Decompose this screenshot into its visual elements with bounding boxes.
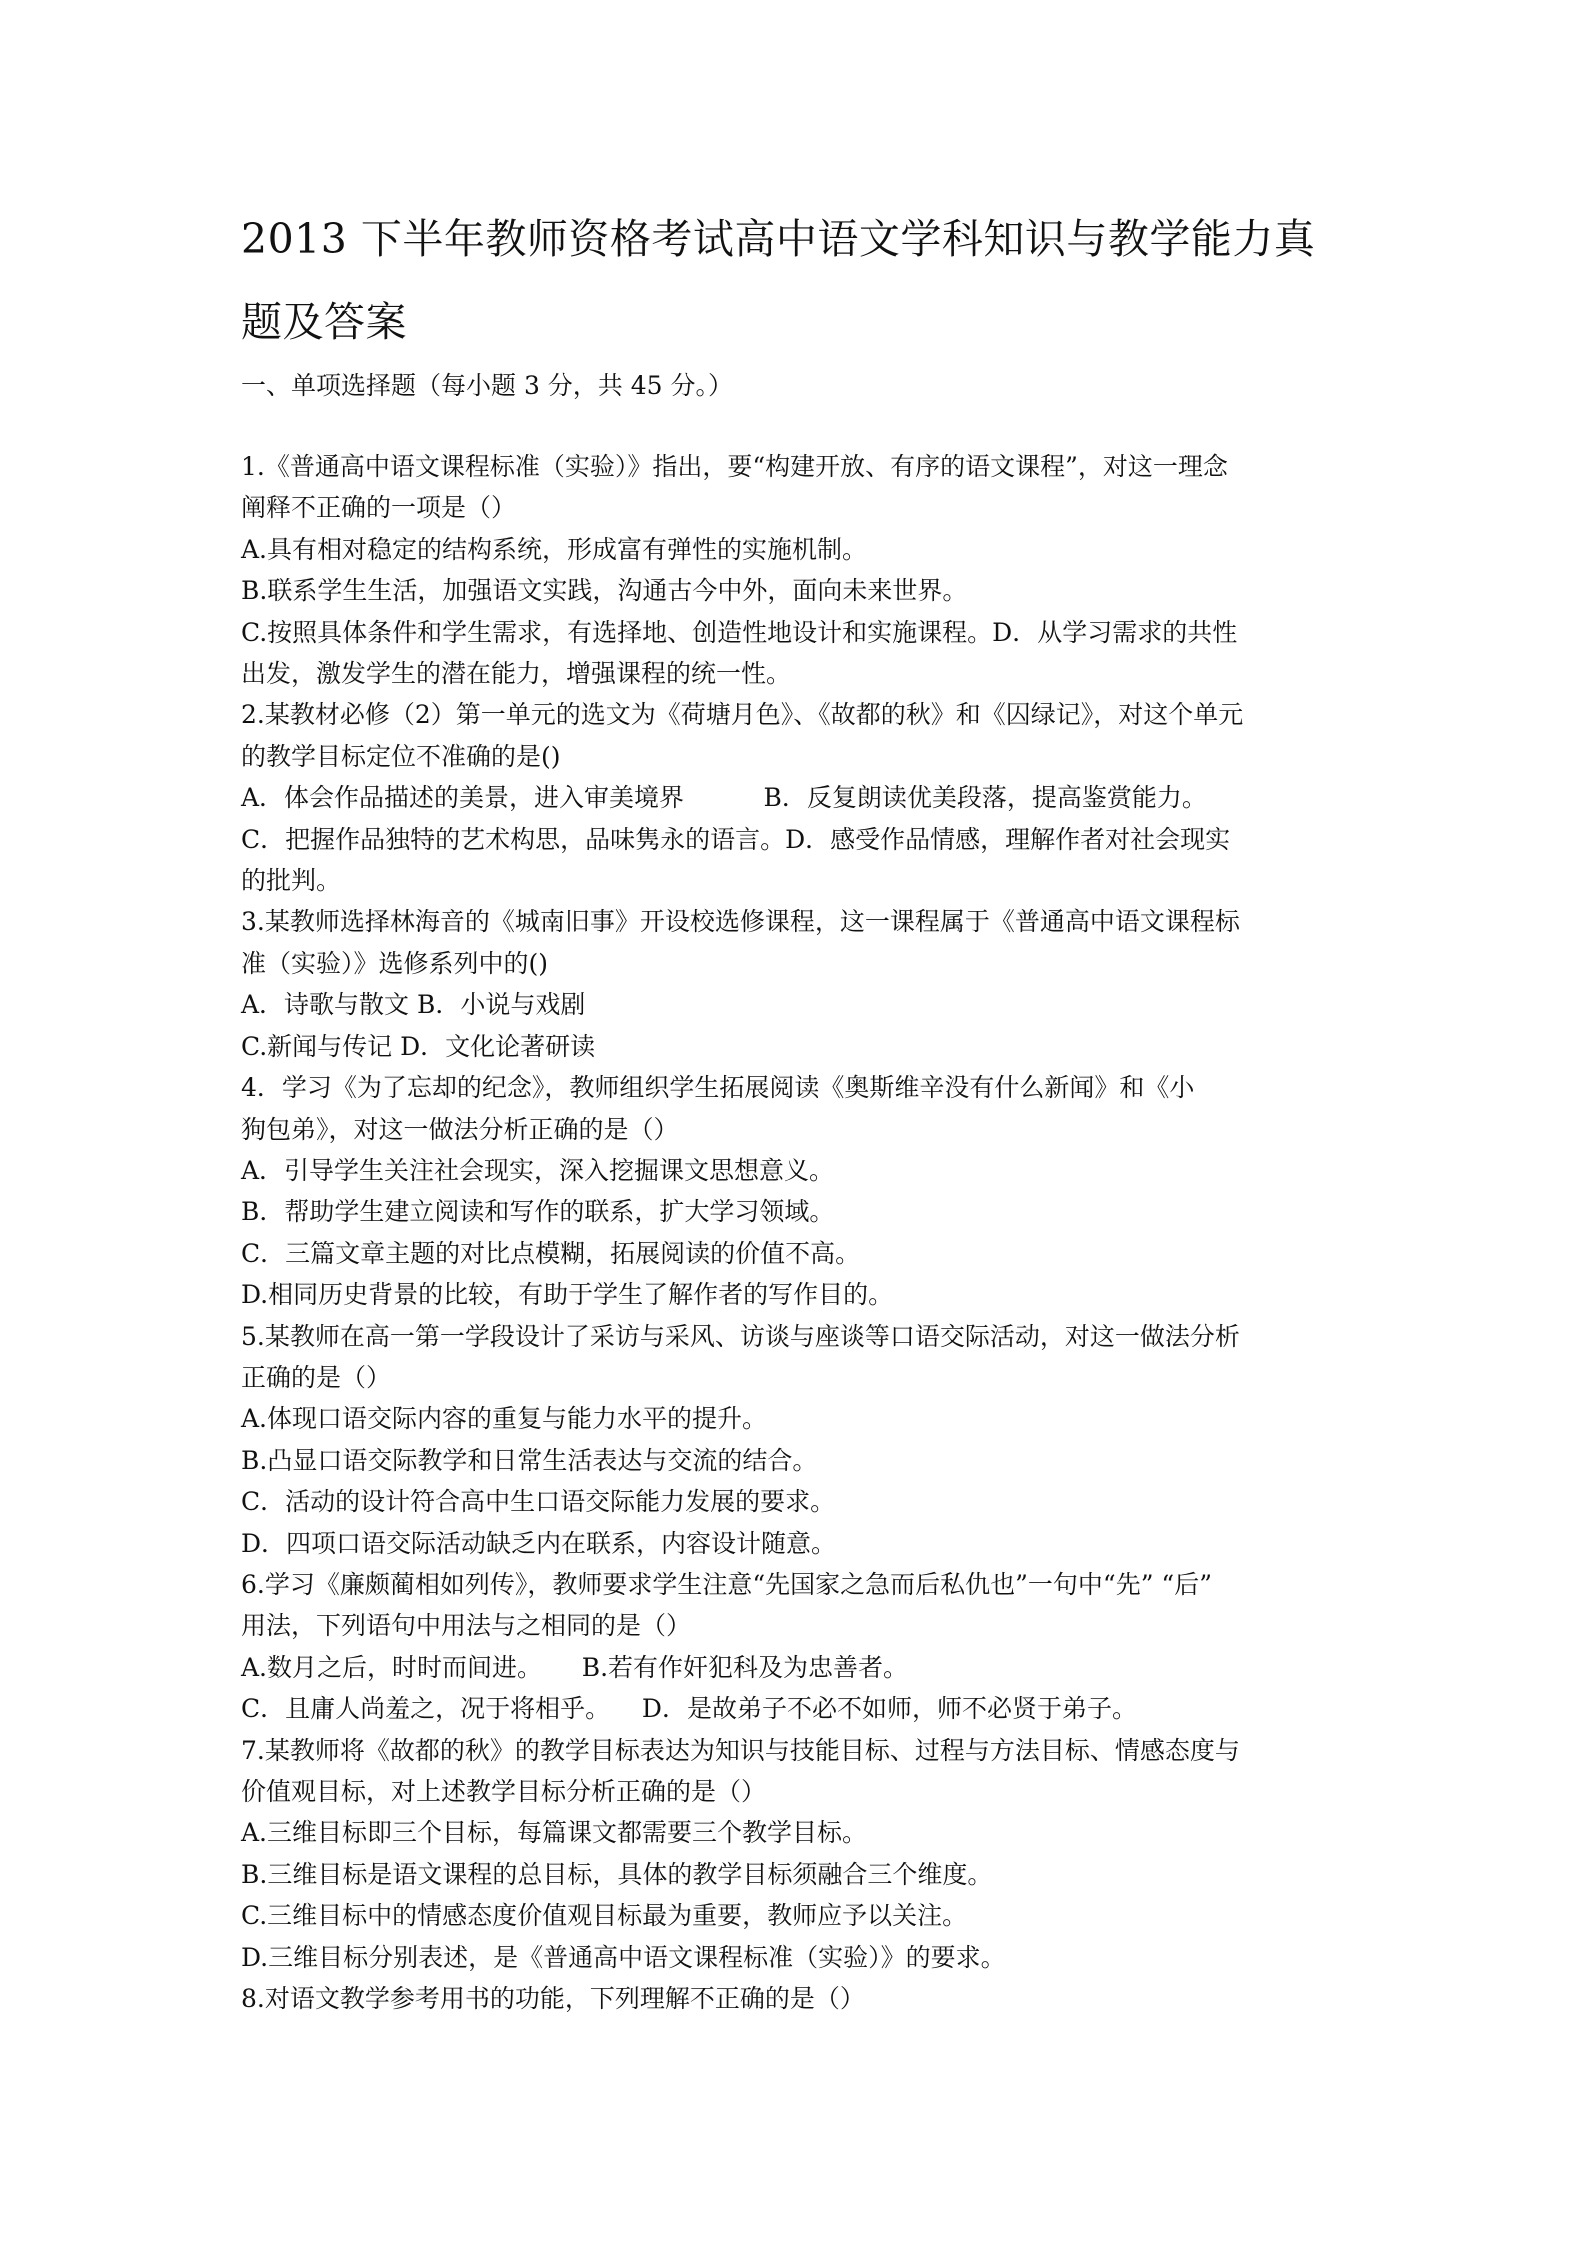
text-line: C．把握作品独特的艺术构思，品味隽永的语言。D．感受作品情感，理解作者对社会现实: [241, 824, 1231, 854]
text-line: A.具有相对稳定的结构系统，形成富有弹性的实施机制。: [241, 534, 868, 564]
text-line: 价值观目标，对上述教学目标分析正确的是（）: [241, 1777, 767, 1806]
text-line: 3.某教师选择林海音的《城南旧事》开设校选修课程，这一课程属于《普通高中语文课程标: [241, 907, 1240, 937]
text-line: 准（实验）》选修系列中的(): [241, 948, 549, 978]
text-line: D．四项口语交际活动缺乏内在联系，内容设计随意。: [241, 1528, 837, 1558]
text-line: C.三维目标中的情感态度价值观目标最为重要，教师应予以关注。: [241, 1901, 968, 1931]
text-line: 阐释不正确的一项是（）: [241, 493, 517, 523]
text-line: C．三篇文章主题的对比点模糊，拓展阅读的价值不高。: [241, 1238, 861, 1268]
text-line: B．帮助学生建立阅读和写作的联系，扩大学习领域。: [241, 1197, 835, 1227]
text-line: 狗包弟》，对这一做法分析正确的是（）: [241, 1114, 679, 1144]
text-line: B.联系学生生活，加强语文实践，沟通古今中外，面向未来世界。: [241, 576, 968, 606]
text-line: A.三维目标即三个目标，每篇课文都需要三个教学目标。: [241, 1818, 868, 1848]
text-line: 的教学目标定位不准确的是(): [241, 741, 561, 771]
text-line: 用法，下列语句中用法与之相同的是（）: [241, 1611, 692, 1641]
text-line: 的批判。: [241, 866, 342, 896]
text-line: D.三维目标分别表述，是《普通高中语文课程标准（实验）》的要求。: [241, 1942, 1006, 1972]
text-line: 6.学习《廉颇蔺相如列传》，教师要求学生注意“先国家之急而后私仇也”一句中“先” “后”: [241, 1569, 1212, 1599]
text-line: C.新闻与传记 D．文化论著研读: [241, 1031, 596, 1061]
text-line: 2.某教材必修（2）第一单元的选文为《荷塘月色》、《故都的秋》和《囚绿记》，对这个单元: [241, 700, 1244, 730]
text-line: A.数月之后，时时而间进。 B.若有作奸犯科及为忠善者。: [241, 1652, 909, 1682]
text-line: D.相同历史背景的比较，有助于学生了解作者的写作目的。: [241, 1280, 894, 1310]
text-line: 8.对语文教学参考用书的功能，下列理解不正确的是（）: [241, 1984, 865, 2014]
text-line: A．诗歌与散文 B．小说与戏剧: [241, 990, 586, 1020]
text-line: 7.某教师将《故都的秋》的教学目标表达为知识与技能目标、过程与方法目标、情感态度与: [241, 1735, 1240, 1765]
text-line: 5.某教师在高一第一学段设计了采访与采风、访谈与座谈等口语交际活动，对这一做法分析: [241, 1321, 1240, 1351]
text-line: C．且庸人尚羞之，况于将相乎。 D．是故弟子不必不如师，师不必贤于弟子。: [241, 1694, 1137, 1724]
text-line: A.体现口语交际内容的重复与能力水平的提升。: [241, 1404, 768, 1434]
document-title: [241, 198, 1361, 364]
text-line: B.凸显口语交际教学和日常生活表达与交流的结合。: [241, 1445, 818, 1475]
text-line: 出发，激发学生的潜在能力，增强课程的统一性。: [241, 659, 792, 689]
text-line: 正确的是（）: [241, 1362, 392, 1392]
title-line-1: 2013 下半年教师资格考试高中语文学科知识与教学能力真: [241, 215, 1316, 263]
text-line: A．体会作品描述的美景，进入审美境界 B．反复朗读优美段落，提高鉴赏能力。: [241, 783, 1207, 813]
text-line: B.三维目标是语文课程的总目标，具体的教学目标须融合三个维度。: [241, 1859, 993, 1889]
text-line: A．引导学生关注社会现实，深入挖掘课文思想意义。: [241, 1155, 835, 1185]
text-line: 1.《普通高中语文课程标准（实验）》指出，要“构建开放、有序的语文课程”，对这一理念: [241, 452, 1228, 481]
question-text-body: [241, 446, 1361, 2019]
text-line: C.按照具体条件和学生需求，有选择地、创造性地设计和实施课程。D．从学习需求的共性: [241, 617, 1238, 647]
section-heading: 一、单项选择题（每小题 3 分，共 45 分。）: [241, 371, 734, 400]
text-line: 4．学习《为了忘却的纪念》，教师组织学生拓展阅读《奥斯维辛没有什么新闻》和《小: [241, 1073, 1195, 1103]
title-line-2: 题及答案: [241, 298, 407, 346]
text-line: C．活动的设计符合高中生口语交际能力发展的要求。: [241, 1487, 836, 1517]
